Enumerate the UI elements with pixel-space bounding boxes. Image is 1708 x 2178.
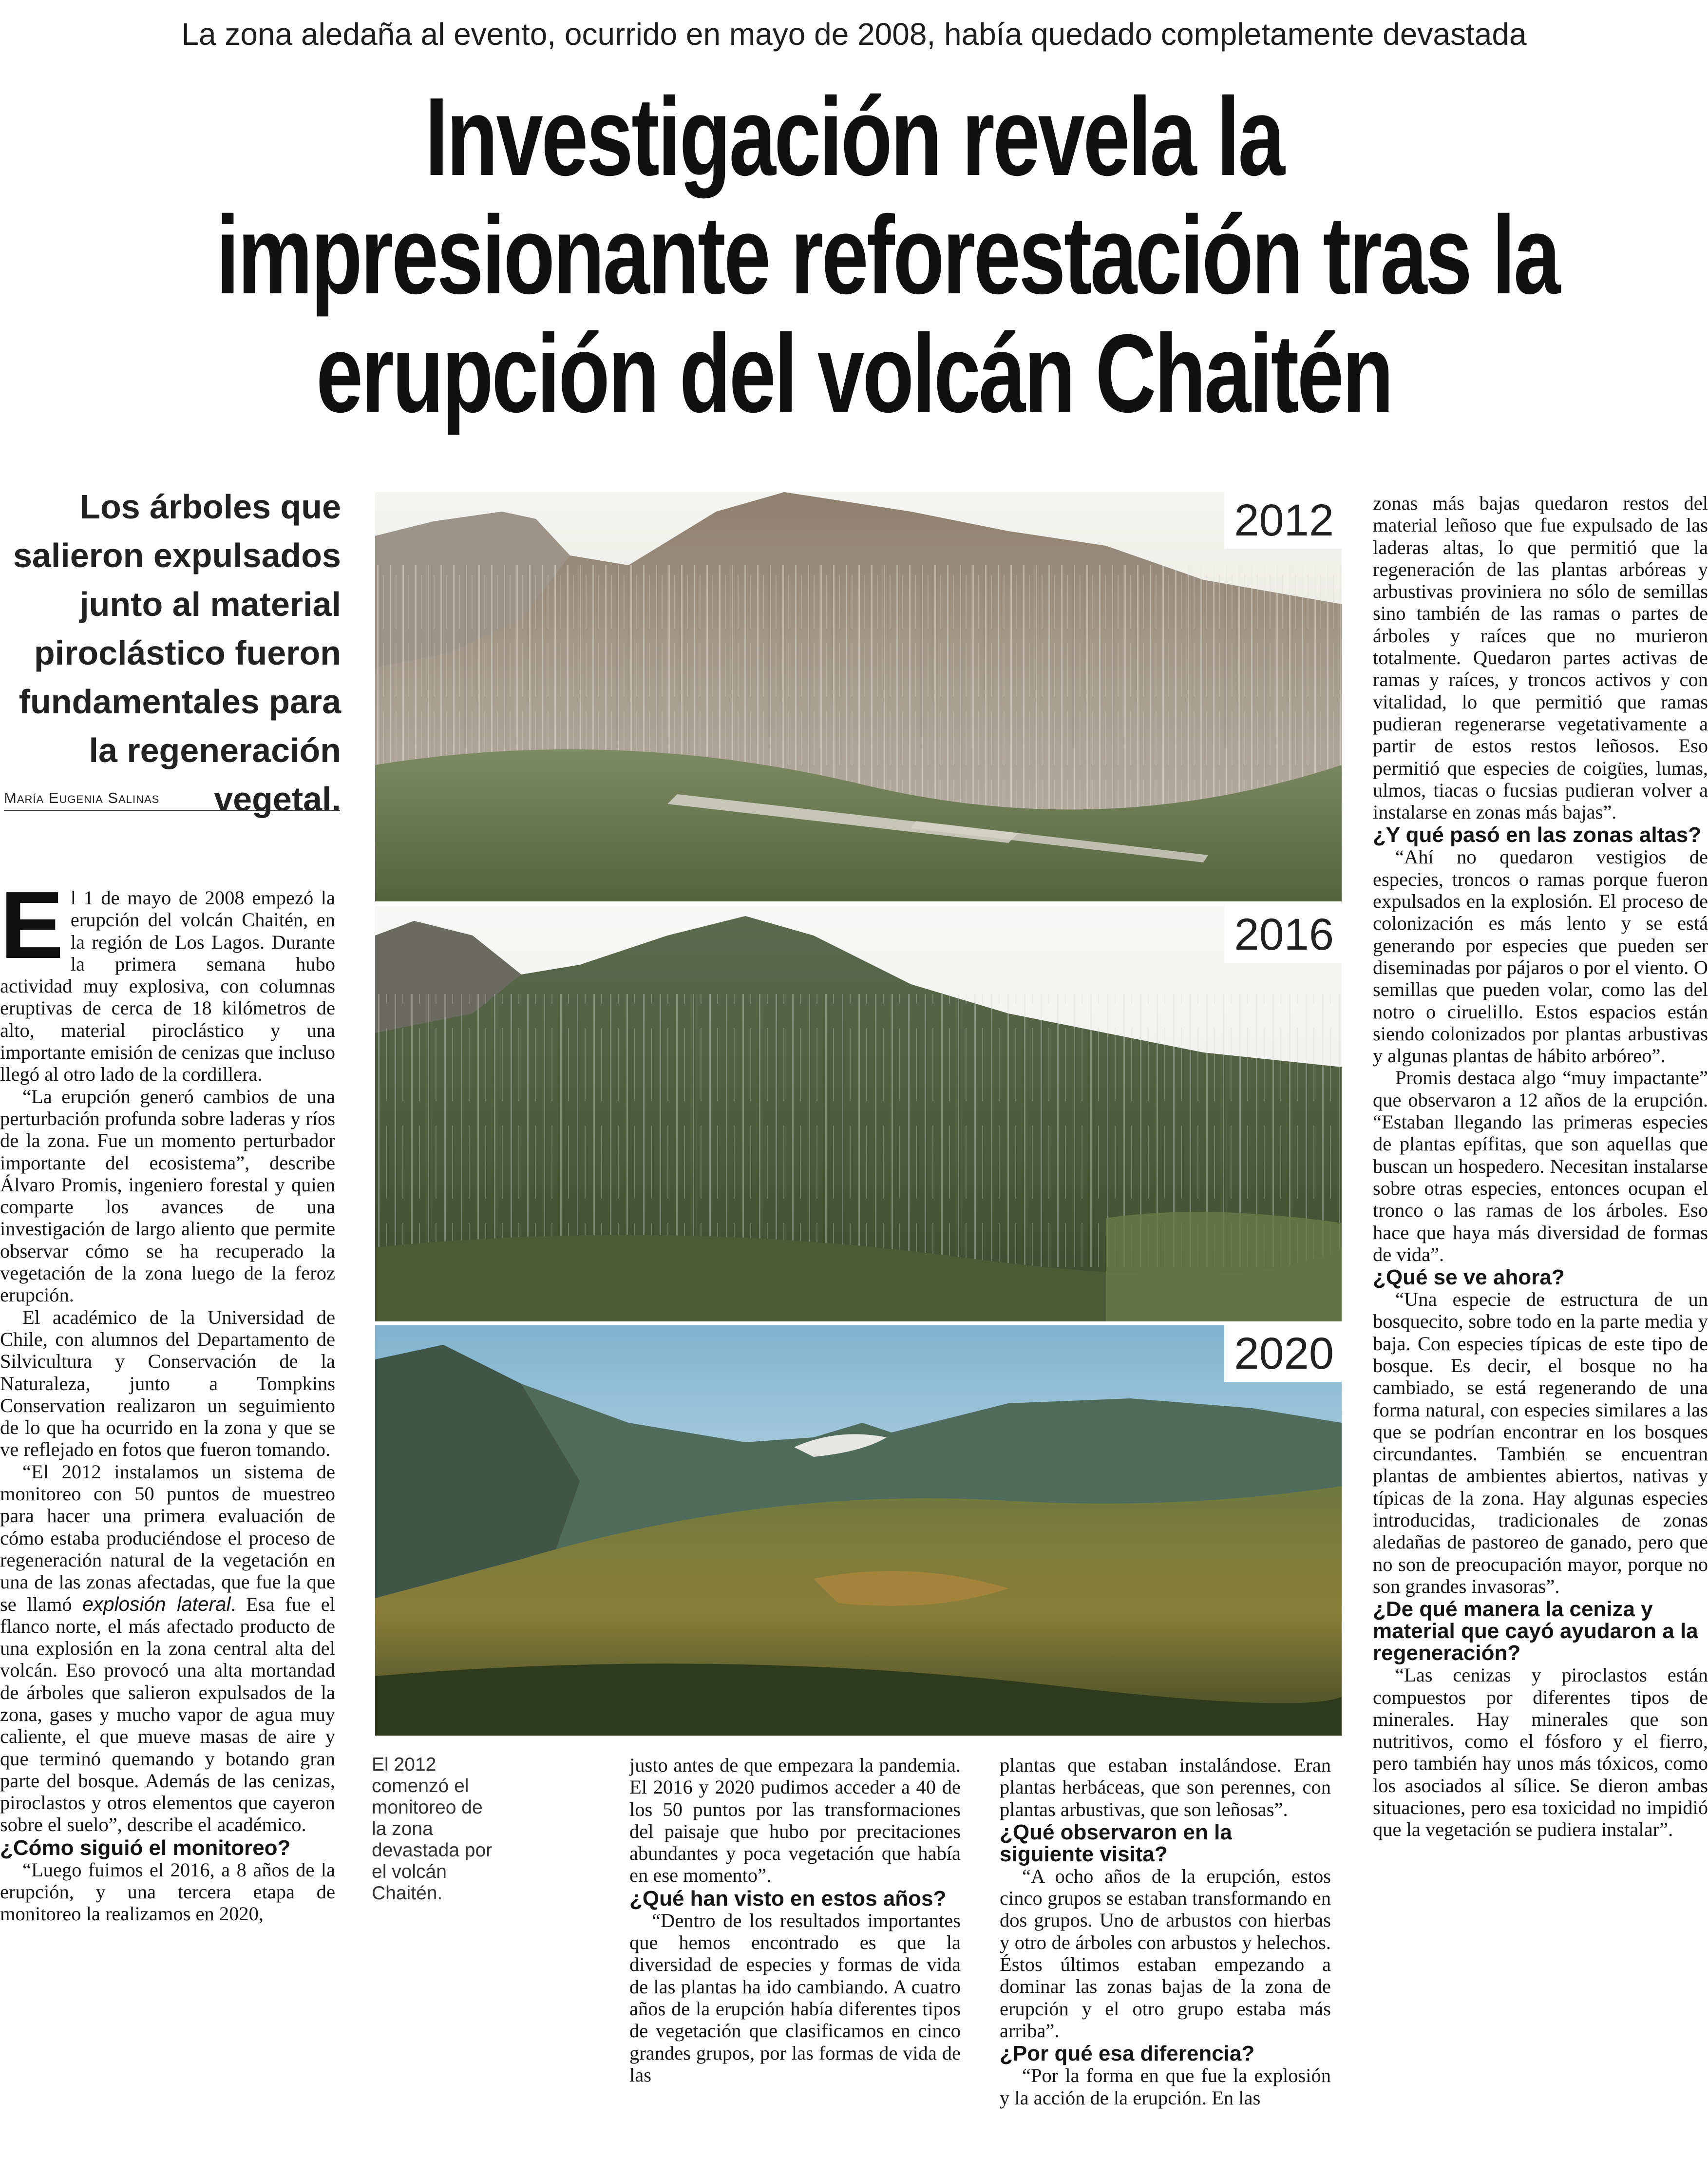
photo-2012-image: [375, 492, 1342, 901]
paragraph: “Ahí no quedaron vestigios de especies, troncos o ramas porque fueron expulsados en la explosión. El proceso de colonización es más lento y se está generando por especies que pueden ser diseminadas por pájaros o por el viento. O semillas que pueden volar, como las del notro o ciruelillo. Estos espacios están siendo colonizados por plantas arbustivas y algunas plantas de hábito arbóreo”.: [1373, 846, 1708, 1067]
question-heading: ¿Qué se ve ahora?: [1373, 1265, 1565, 1290]
year-label: 2016: [1224, 906, 1342, 963]
paragraph: “El 2012 instalamos un sistema de monitoreo con 50 puntos de muestreo para hacer una primera evaluación de cómo estaba produciéndose el proceso de regeneración natural de la vegetación en una de las zonas afectadas, que fue la que se llamó explosión lateral. Esa fue el flanco norte, el más afectado producto de una explosión en la zona central alta del volcán. Eso provocó una alta mortandad de árboles que salieron expulsados de la zona, gases y mucho vapor de agua muy caliente, el que mueve masas de aire y que terminó quemando y botando gran parte del bosque. Además de las cenizas, piroclastos y otros elementos que cayeron sobre el suelo”, describe el académico.: [0, 1460, 335, 1836]
article-column-1: [0, 872, 335, 1925]
question-heading: ¿Por qué esa diferencia?: [1000, 2042, 1255, 2066]
photo-2020: [375, 1325, 1342, 1736]
paragraph: zonas más bajas quedaron restos del material leñoso que fue expulsado de las laderas altas, lo que permitió que la regeneración de las plantas arbóreas y arbustivas proviniera no sólo de semillas sino también de las ramas o partes de árboles y raíces que no murieron totalmente. Quedaron partes activas de ramas y raíces, y troncos activos y con vitalidad, lo que permitió que ramas pudieran regenerarse vegetativamente a partir de estos restos leñosos. Eso permitió que especies de coigües, lumas, ulmos, tiacas o fucsias pudieran volver a instalarse en zonas más bajas”.: [1373, 492, 1708, 823]
byline: María Eugenia Salinas: [4, 789, 340, 811]
photo-2016: [375, 906, 1342, 1321]
year-label: 2012: [1224, 492, 1342, 549]
paragraph: “Las cenizas y piroclastos están compuestos por diferentes tipos de minerales. Hay minerales que son nutritivos, como el fósforo y el fierro, pero también hay unos más tóxicos, como los asociados al sílice. Se dieron ambas situaciones, pero esa toxicidad no impidió que la vegetación se pudiera instalar”.: [1373, 1664, 1708, 1841]
year-label: 2020: [1224, 1325, 1342, 1382]
question-heading: ¿Qué observaron en la siguiente visita?: [1000, 1820, 1232, 1866]
paragraph: “Una especie de estructura de un bosquecito, sobre todo en la parte media y baja. Con especies típicas de este tipo de bosque. Es decir, el bosque no ha cambiado, se está regenerando de una forma natural, con especies similares a las que se podrían encontrar en los bosques circundantes. También se encuentran plantas de ambientes abiertos, nativas y típicas de la zona. Hay algunas especies introducidas, tradicionales de zonas aledañas de pastoreo de ganado, pero que no son de preocupación mayor, porque no son grandes invasoras”.: [1373, 1288, 1708, 1597]
paragraph: “Dentro de los resultados importantes que hemos encontrado es que la diversidad de especies y formas de vida de las plantas ha ido cambiando. A cuatro años de la erupción había diferentes tipos de vegetación que clasificamos en cinco grandes grupos, por las formas de vida de las: [629, 1909, 961, 2086]
drop-cap: E: [0, 872, 64, 978]
deck: Los árboles que salieron expulsados junto al material piroclástico fueron fundamentales para la regeneración vegetal.: [13, 488, 341, 818]
article-column-2: [629, 1754, 961, 2086]
emphasis: explosión lateral: [82, 1592, 231, 1615]
paragraph: “Luego fuimos el 2016, a 8 años de la erupción, y una tercera etapa de monitoreo la realizamos en 2020,: [0, 1858, 335, 1925]
paragraph: “La erupción generó cambios de una perturbación profunda sobre laderas y ríos de la zona. Fue un momento perturbador importante del ecosistema”, describe Álvaro Promis, ingeniero forestal y quien comparte los avances de una investigación de largo aliento que permite observar cómo se ha recuperado la vegetación de la zona luego de la feroz erupción.: [0, 1085, 335, 1306]
paragraph: “Por la forma en que fue la explosión y la acción de la erupción. En las: [1000, 2064, 1331, 2109]
headline: [15, 75, 1693, 436]
kicker: La zona aledaña al evento, ocurrido en mayo de 2008, había quedado completamente devastada: [181, 17, 1527, 52]
article-column-3: [1000, 1754, 1331, 2109]
article-column-4: [1373, 492, 1708, 1841]
question-heading: ¿Cómo siguió el monitoreo?: [0, 1835, 291, 1860]
photo-2020-image: [375, 1325, 1342, 1736]
photo-2016-image: [375, 906, 1342, 1321]
paragraph: justo antes de que empezara la pandemia. El 2016 y 2020 pudimos acceder a 40 de los 50 puntos por las transformaciones del paisaje que hubo por precitaciones abundantes y poca vegetación que había en ese momento”.: [629, 1754, 961, 1887]
photo-2012: [375, 492, 1342, 901]
paragraph: “A ocho años de la erupción, estos cinco grupos se estaban transformando en dos grupos. Uno de arbustos con hierbas y otro de árboles con arbustos y helechos. Éstos últimos estaban empezando a dominar las zonas bajas de la zona de erupción y el otro grupo estaba más arriba”.: [1000, 1865, 1331, 2042]
headline-line-2: impresionante reforestación tras la: [216, 193, 1559, 317]
paragraph: El académico de la Universidad de Chile, con alumnos del Departamento de Silvicultura y Conservación de la Naturaleza, junto a Tompkins Conservation realizaron un seguimiento de lo que ha ocurrido en la zona y que se ve reflejado en fotos que fueron tomando.: [0, 1306, 335, 1461]
photo-caption: El 2012 comenzó el monitoreo de la zona devastada por el volcán Chaitén.: [372, 1754, 493, 1904]
question-heading: ¿Qué han visto en estos años?: [629, 1886, 947, 1911]
headline-line-3: erupción del volcán Chaitén: [316, 312, 1392, 436]
paragraph: plantas que estaban instalándose. Eran plantas herbáceas, que son perennes, con plantas arbustivas, que son leñosas”.: [1000, 1754, 1331, 1820]
paragraph: El 1 de mayo de 2008 empezó la erupción del volcán Chaitén, en la región de Los Lagos. Durante la primera semana hubo actividad muy explosiva, con columnas eruptivas de cerca de 18 kilómetros de alto, material piroclástico y una importante emisión de cenizas que incluso llegó al otro lado de la cordillera.: [0, 872, 335, 1086]
headline-line-1: Investigación revela la: [425, 75, 1283, 199]
question-heading: ¿Y qué pasó en las zonas altas?: [1373, 823, 1702, 847]
paragraph: Promis destaca algo “muy impactante” que observaron a 12 años de la erupción. “Estaban llegando las primeras especies de plantas epífitas, que son aquellas que buscan un hospedero. Necesitan instalarse sobre otras especies, entonces ocupan el tronco o las ramas de los árboles. Eso hace que haya más diversidad de formas de vida”.: [1373, 1067, 1708, 1265]
question-heading: ¿De qué manera la ceniza y material que cayó ayudaron a la regeneración?: [1373, 1597, 1698, 1665]
